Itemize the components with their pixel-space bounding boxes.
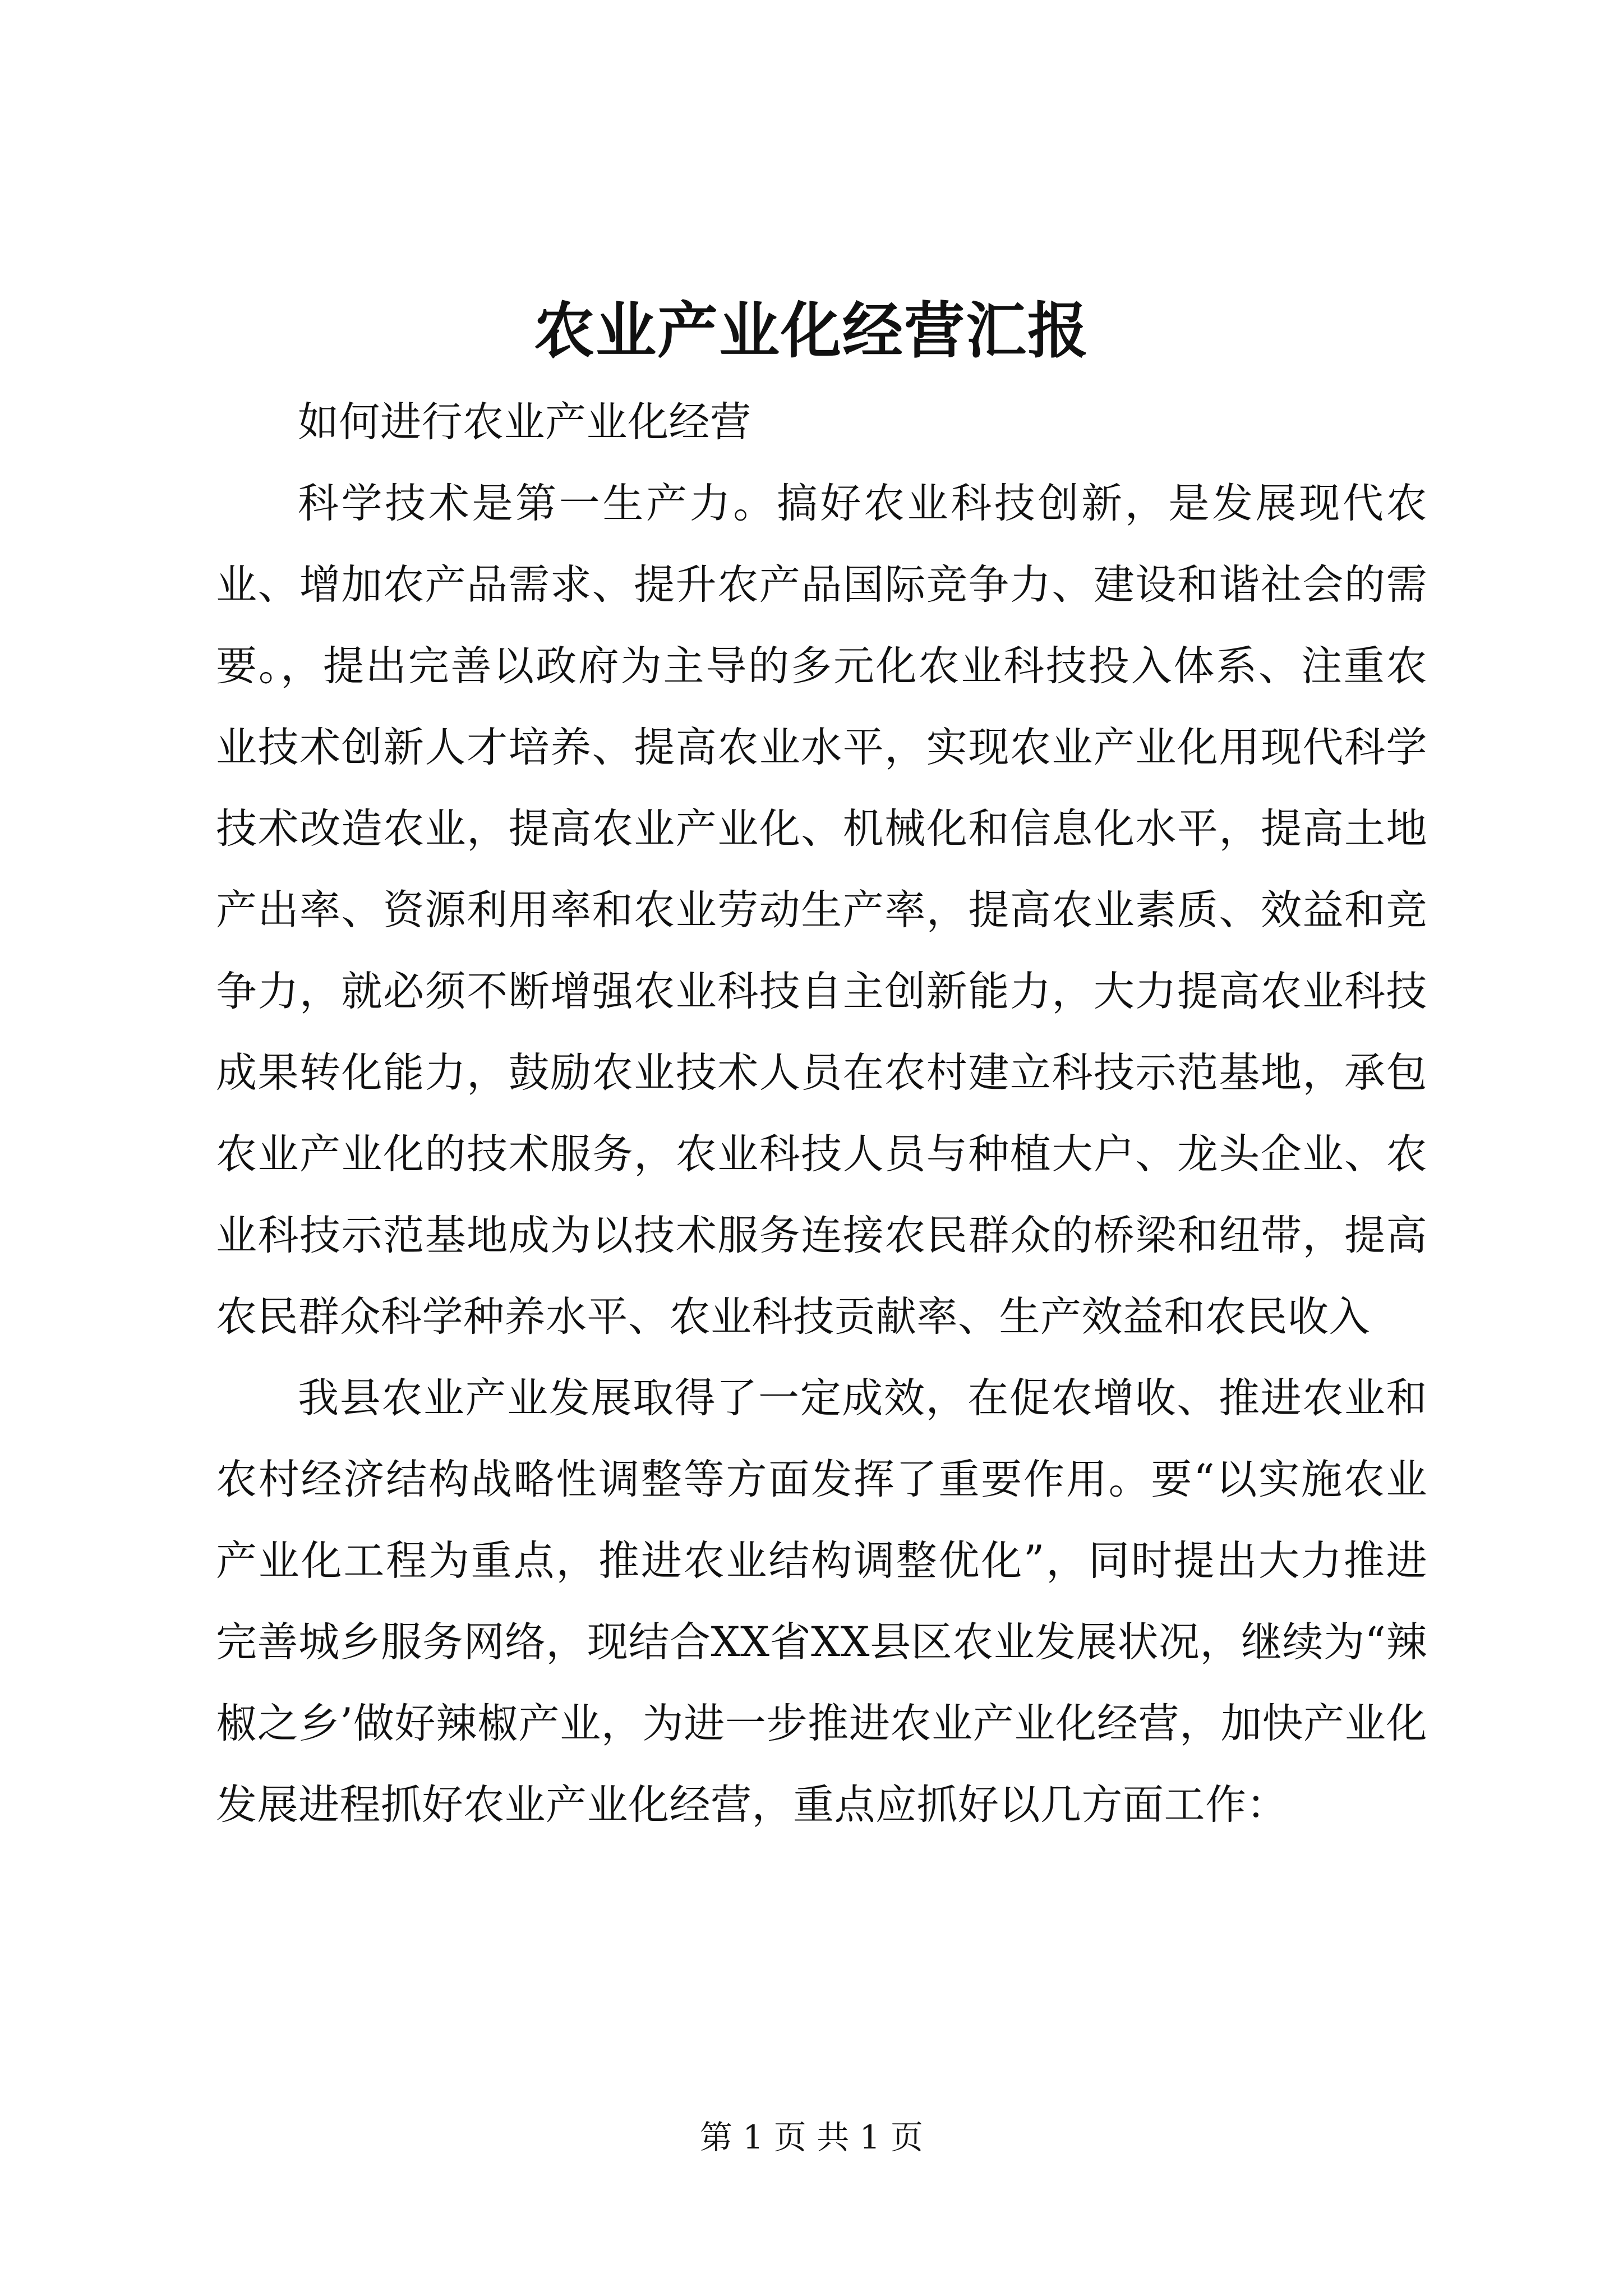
paragraph-county-industry: 我县农业产业发展取得了一定成效，在促农增收、推进农业和农村经济结构战略性调整等方面发挥了重要作用。要“以实施农业产业化工程为重点，推进农业结构调整优化”，同时提出大力推进完善城乡服务网络，现结合XX省XX县区农业发展状况，继续为“辣椒之乡’做好辣椒产业，为进一步推进农业产业化经营，加快产业化发展进程抓好农业产业化经营，重点应抓好以几方面工作： [216,1374,1427,1829]
paragraph-heading: 如何进行农业产业化经营 [298,398,751,446]
page-footer: 第 1 页 共 1 页 [700,2118,923,2156]
document-body [216,381,1427,1846]
document-title: 农业产业化经营汇报 [533,296,1089,366]
paragraph-technology: 科学技术是第一生产力。搞好农业科技创新，是发展现代农业、增加农产品需求、提升农产品国际竞争力、建设和谐社会的需要。，提出完善以政府为主导的多元化农业科技投入体系、注重农业技术创新人才培养、提高农业水平，实现农业产业化用现代科学技术改造农业，提高农业产业化、机械化和信息化水平，提高土地产出率、资源利用率和农业劳动生产率，提高农业素质、效益和竞争力，就必须不断增强农业科技自主创新能力，大力提高农业科技成果转化能力，鼓励农业技术人员在农村建立科技示范基地，承包农业产业化的技术服务，农业科技人员与种植大户、龙头企业、农业科技示范基地成为以技术服务连接农民群众的桥梁和纽带，提高农民群众科学种养水平、农业科技贡献率、生产效益和农民收入 [216,480,1427,1341]
